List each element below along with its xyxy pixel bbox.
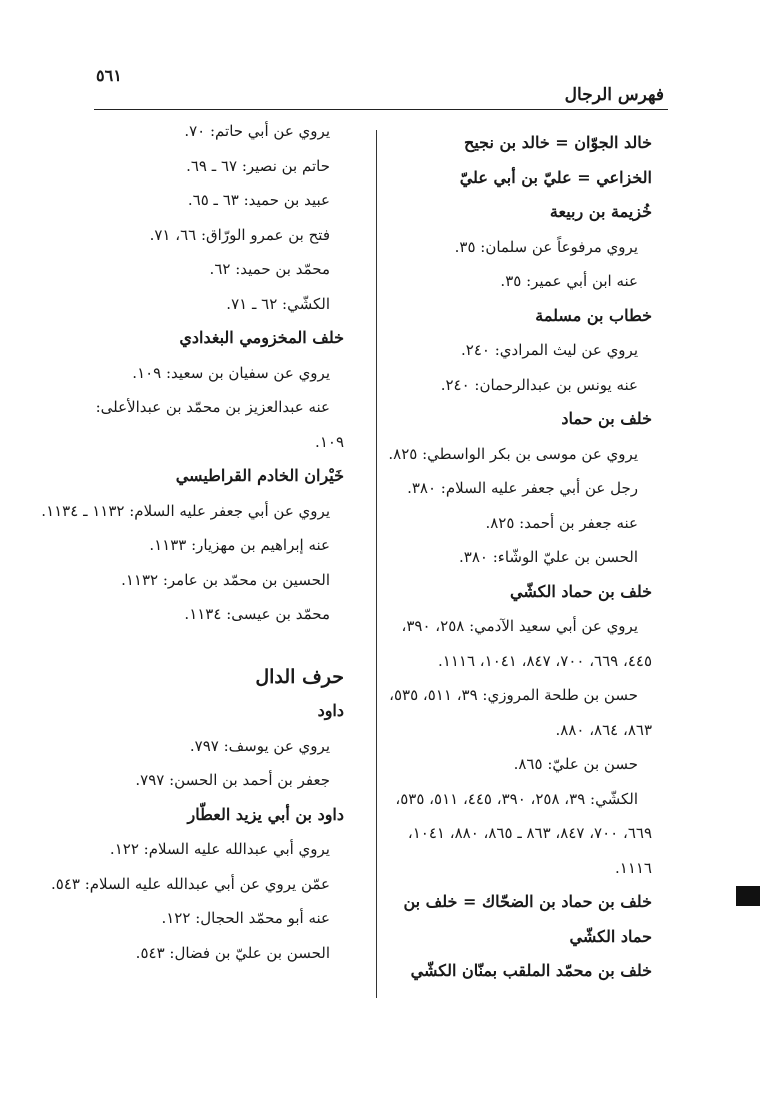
index-heading: خُزيمة بن ربيعة (549, 202, 652, 221)
index-entry: الكشّي: ٣٩، ٢٥٨، ٣٩٠، ٤٤٥، ٥١١، ٥٣٥، (395, 789, 638, 808)
running-header-title: فهرس الرجال (564, 85, 664, 105)
index-entry: ٦٦٩، ٧٠٠، ٨٤٧، ٨٦٣ ـ ٨٦٥، ٨٨٠، ١٠٤١، (407, 824, 652, 842)
index-entry: الحسن بن عليّ الوشّاء: ٣٨٠. (459, 548, 638, 566)
index-heading: خلف بن حماد الكشّي (510, 581, 652, 601)
index-heading: خطاب بن مسلمة (535, 305, 652, 325)
index-entry: يروي عن أبي جعفر عليه السلام: ١١٣٢ ـ ١١٣٤. (41, 501, 330, 520)
index-entry: رجل عن أبي جعفر عليه السلام: ٣٨٠. (407, 479, 638, 497)
index-entry: عمّن يروي عن أبي عبدالله عليه السلام: ٥٤٣. (50, 874, 330, 893)
thumb-index-mark (736, 886, 760, 906)
index-entry: محمّد بن عيسى: ١١٣٤. (184, 605, 330, 623)
index-entry: فتح بن عمرو الورّاق: ٦٦، ٧١. (149, 225, 330, 244)
index-entry: الحسين بن محمّد بن عامر: ١١٣٢. (121, 570, 330, 589)
index-heading: داود (317, 701, 344, 720)
page-number: ٥٦١ (96, 66, 122, 85)
index-column-right (388, 126, 652, 989)
index-entry: حسن بن طلحة المروزي: ٣٩، ٥١١، ٥٣٥، (389, 686, 638, 704)
index-entry: عنه إبراهيم بن مهزيار: ١١٣٣. (149, 536, 330, 554)
index-entry: الكشّي: ٦٢ ـ ٧١. (226, 294, 330, 313)
index-heading: خَيْران الخادم القراطيسي (175, 466, 344, 485)
column-divider (376, 130, 377, 998)
index-heading: خالد الجوّان = خالد بن نجيح (463, 133, 652, 152)
index-entry: محمّد بن حميد: ٦٢. (209, 260, 330, 278)
index-entry: عنه أبو محمّد الحجال: ١٢٢. (161, 909, 330, 927)
index-entry: الحسن بن عليّ بن فضال: ٥٤٣. (135, 943, 330, 962)
index-entry: يروي عن موسى بن بكر الواسطي: ٨٢٥. (388, 444, 638, 463)
index-heading: الخزاعي = عليّ بن أبي عليّ (459, 167, 652, 187)
index-entry: ٨٦٣، ٨٦٤، ٨٨٠. (555, 720, 652, 739)
index-heading: حماد الكشّي (569, 926, 652, 946)
index-entry: ٤٤٥، ٦٦٩، ٧٠٠، ٨٤٧، ١٠٤١، ١١١٦. (438, 651, 652, 670)
index-entry: حاتم بن نصير: ٦٧ ـ ٦٩. (186, 156, 330, 175)
index-heading: خلف بن محمّد الملقب بمنّان الكشّي (410, 961, 652, 980)
index-heading: خلف بن حماد بن الضحّاك = خلف بن (403, 892, 652, 911)
index-entry: يروي عن سفيان بن سعيد: ١٠٩. (132, 363, 330, 382)
index-heading: خلف المخزومي البغدادي (179, 328, 344, 347)
index-entry: عنه يونس بن عبدالرحمان: ٢٤٠. (440, 375, 638, 394)
index-entry: ١١١٦. (614, 858, 652, 877)
index-entry: يروي عن أبي حاتم: ٧٠. (184, 122, 330, 140)
index-entry: يروي عن أبي سعيد الآدمي: ٢٥٨، ٣٩٠، (401, 617, 638, 635)
index-entry: يروي عن يوسف: ٧٩٧. (189, 736, 330, 755)
header-divider (94, 109, 668, 110)
index-entry: يروي مرفوعاً عن سلمان: ٣٥. (454, 237, 638, 256)
index-entry: حسن بن عليّ: ٨٦٥. (513, 755, 638, 773)
index-entry: يروي أبي عبدالله عليه السلام: ١٢٢. (109, 840, 330, 858)
index-entry: عنه جعفر بن أحمد: ٨٢٥. (485, 513, 638, 532)
spacer (96, 632, 344, 660)
index-heading: داود بن أبي يزيد العطّار (187, 804, 344, 824)
index-entry: جعفر بن أحمد بن الحسن: ٧٩٧. (135, 771, 330, 789)
index-entry: يروي عن ليث المرادي: ٢٤٠. (461, 341, 638, 359)
section-heading: حرف الدال (255, 665, 344, 688)
index-heading: خلف بن حماد (561, 409, 652, 428)
index-entry: عنه ابن أبي عمير: ٣٥. (500, 272, 638, 290)
index-entry: عنه عبدالعزيز بن محمّد بن عبدالأعلى: (95, 398, 330, 416)
index-entry: عبيد بن حميد: ٦٣ ـ ٦٥. (187, 191, 330, 209)
index-column-left (41, 114, 344, 970)
index-entry: ١٠٩. (315, 432, 344, 451)
